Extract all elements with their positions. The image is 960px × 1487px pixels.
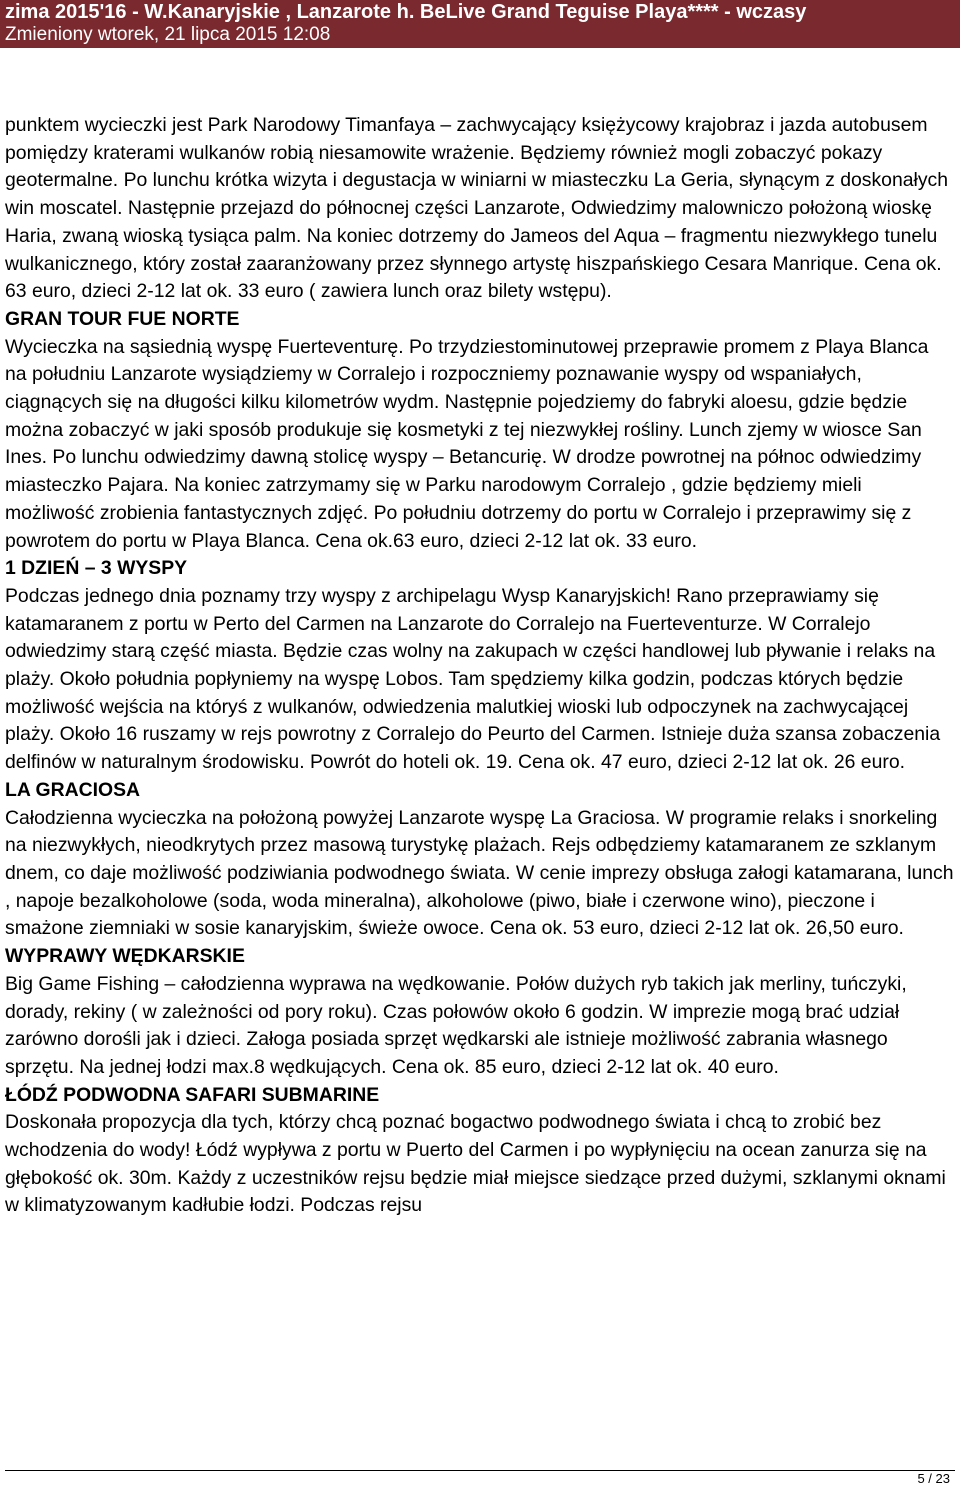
section-text-submarine: Doskonała propozycja dla tych, którzy chcą poznać bogactwo podwodnego świata i chcą to zrobić bez wchodzenia do wody! Łódź wypływa z portu w Puerto del Carmen i po wypłynięciu na ocean zanurza się na głębokość ok. 30m. Każdy z uczestników rejsu będzie miał miejsce siedzące przed dużymi, szklanymi oknami w klimatyzowanym kadłubie łodzi. Podczas rejsu bbox=[5, 1111, 946, 1217]
section-heading-submarine: ŁÓDŹ PODWODNA SAFARI SUBMARINE bbox=[5, 1083, 380, 1106]
page-number: 5 / 23 bbox=[917, 1471, 950, 1486]
modified-date: Zmieniony wtorek, 21 lipca 2015 12:08 bbox=[5, 24, 331, 45]
intro-paragraph: punktem wycieczki jest Park Narodowy Timanfaya – zachwycający księżycowy krajobraz i jazda autobusem pomiędzy kraterami wulkanów robią niesamowite wrażenie. Będziemy również mogli zobaczyć pokazy geotermalne. Po lunchu krótka wizyta i degustacja w winiarni w miasteczku La Geria, słynącym z doskonałych win moscatel. Następnie przejazd do północnej części Lanzarote, Odwiedzimy malowniczo położoną wioskę Haria, zwaną wioską tysiąca palm. Na koniec dotrzemy do Jameos del Aqua – fragmentu niezwykłego tunelu wulkanicznego, który został zaaranżowany przez słynnego artystę hiszpańskiego Cesara Manrique. Cena ok. 63 euro, dzieci 2-12 lat ok. 33 euro ( zawiera lunch oraz bilety wstępu). bbox=[5, 114, 949, 303]
section-heading-wyprawy: WYPRAWY WĘDKARSKIE bbox=[5, 945, 245, 968]
section-text-gran-tour: Wycieczka na sąsiednią wyspę Fuerteventurę. Po trzydziestominutowej przeprawie promem z Playa Blanca na południu Lanzarote wysiądziemy w Corralejo i rozpoczniemy poznawanie wyspy od wspaniałych, ciągnących się na długości kilku kilometrów wydm. Następnie pojedziemy do fabryki aloesu, gdzie będzie można zobaczyć w jaki sposób produkuje się kosmetyki z tej niezwykłej rośliny. Lunch zjemy w wiosce San Ines. Po lunchu odwiedzimy dawną stolicę wyspy – Betancurię. W drodze powrotnej na północ odwiedzimy miasteczko Pajara. Na koniec zatrzymamy się w Parku narodowym Corralejo , gdzie będziemy mieli możliwość zrobienia fantastycznych zdjęć. Po południu dotrzemy do portu w Corralejo i przeprawimy się z powrotem do portu w Playa Blanca. Cena ok.63 euro, dzieci 2-12 lat ok. 33 euro. bbox=[5, 335, 929, 552]
article-body bbox=[5, 112, 955, 1220]
section-heading-3-wyspy: 1 DZIEŃ – 3 WYSPY bbox=[5, 557, 188, 580]
document-title: zima 2015'16 - W.Kanaryjskie , Lanzarote h. BeLive Grand Teguise Playa**** - wczasy bbox=[5, 1, 807, 23]
section-text-wyprawy: Big Game Fishing – całodzienna wyprawa na wędkowanie. Połów dużych ryb takich jak merliny, tuńczyki, dorady, rekiny ( w zależności od pory roku). Czas połowów około 6 godzin. W imprezie mogą brać udział zarówno dorośli jak i dzieci. Załoga posiada sprzęt wędkarski ale istnieje możliwość zabrania własnego sprzętu. Na jednej łodzi max.8 wędkujących. Cena ok. 85 euro, dzieci 2-12 lat ok. 40 euro. bbox=[5, 972, 907, 1078]
footer-divider bbox=[5, 1470, 955, 1471]
page-header bbox=[0, 0, 960, 48]
section-heading-gran-tour: GRAN TOUR FUE NORTE bbox=[5, 307, 240, 330]
section-text-la-graciosa: Całodzienna wycieczka na położoną powyżej Lanzarote wyspę La Graciosa. W programie relaks i snorkeling na niezwykłych, nieodkrytych przez masową turystykę plażach. Rejs odbędziemy katamaranem ze szklanym dnem, co daje możliwość podziwiania podwodnego świata. W cenie imprezy obsługa załogi katamarana, lunch , napoje bezalkoholowe (soda, woda mineralna), alkoholowe (piwo, białe i czerwone wino), pieczone i smażone ziemniaki w sosie kanaryjskim, świeże owoce. Cena ok. 53 euro, dzieci 2-12 lat ok. 26,50 euro. bbox=[5, 806, 954, 940]
section-heading-la-graciosa: LA GRACIOSA bbox=[5, 778, 141, 801]
section-text-3-wyspy: Podczas jednego dnia poznamy trzy wyspy z archipelagu Wysp Kanaryjskich! Rano przeprawiamy się katamaranem z portu w Perto del Carmen na Lanzarote do Corralejo na Fuerteventurze. W Corralejo odwiedzimy starą część miasta. Będzie czas wolny na zakupach w części handlowej lub pływanie i relaks na plaży. Około południa popłyniemy na wyspę Lobos. Tam spędziemy kilka godzin, podczas których będzie możliwość wejścia na któryś z wulkanów, odwiedzenia malutkiej wioski lub odpoczynek na zachwycającej plaży. Około 16 ruszamy w rejs powrotny z Corralejo do Peurto del Carmen. Istnieje duża szansa zobaczenia delfinów w naturalnym środowisku. Powrót do hoteli ok. 19. Cena ok. 47 euro, dzieci 2-12 lat ok. 26 euro. bbox=[5, 584, 941, 774]
